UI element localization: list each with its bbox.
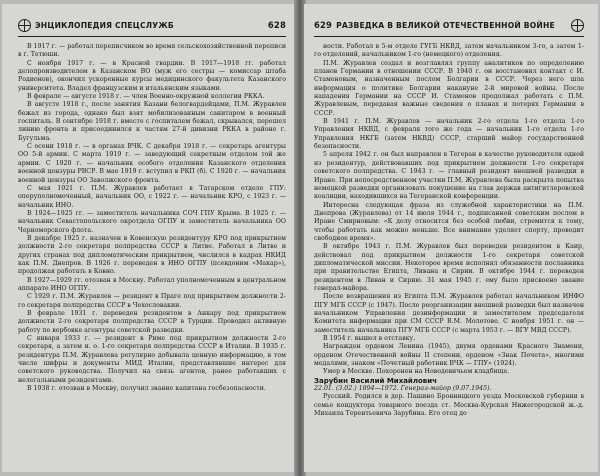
left-page bbox=[2, 4, 296, 472]
paragraph: После возвращения из Египта П.М. Журавлев работал начальником ИНФО ПГУ МГБ СССР (с 1947). После реорганизации внешней разведки был назначен начальником Управления дезинформации и заместителем председателя Комитета информации при СМ СССР В.М. Молотове. С ноября 1951 г. он — заместитель начальника ПГУ МГБ СССР (с марта 1953 г. — ВГУ МВД СССР). bbox=[314, 293, 584, 334]
paragraph: В 1924—1925 гг. — заместитель начальника СОЧ ГПУ Крыма. В 1925 г. — начальник Севастопольского окротдела ОГПУ и заместитель начальника ОО Черноморского флота. bbox=[18, 209, 286, 234]
left-page-header bbox=[18, 14, 286, 37]
entry-title: Зарубин Василий Михайлович bbox=[314, 376, 437, 385]
paragraph: ности. Работал в 5-м отделе ГУГБ НКВД, затем начальником 3-го, а затем 1-го отделений, начальником 1-го (немецкого) отделения. bbox=[314, 43, 584, 59]
paragraph: В 1927—1929 гг. отозван в Москву. Работал уполномоченным в центральном аппарате ИНО ОГПУ. bbox=[18, 276, 286, 292]
left-page-number: 628 bbox=[267, 20, 286, 30]
globe-icon bbox=[571, 19, 584, 32]
entry-text: Русский. Родился в дер. Пашино Бронницкого уезда Московской губернии в семье кондуктора товарного поезда ст. Москва-Курская Нижегородской ж.-д. Михаила Терентьевича Зарубина. Его отец до bbox=[314, 393, 584, 418]
paragraph: В августе 1918 г., после занятия Казани белогвардейцами, П.М. Журавлев бежал из города, однако был взят мобилизованным санитаром в военный госпиталь. В сентябре 1918 г. вместе с госпиталем бежал, скрывался, перешел линию фронта и присоединился к частям 27-й дивизии РККА в районе г. Бугульма. bbox=[18, 101, 286, 142]
paragraph: В октябре 1943 г. П.М. Журавлев был переведен резидентом в Каир, действовал под прикрытием должности 1-го секретаря советской дипломатической миссии. Некоторое время исполнял обязанности посланника при правительстве Египта, Ливана и Сирии. В октябре 1944 г. переведен резидентом в Ливан и Сирию. 31 мая 1945 г. ему было присвоено звание генерал-майора. bbox=[314, 243, 584, 292]
paragraph: Интересна следующая фраза из служебной характеристики на П.М. Днепрова (Журавлева) от 14 июля 1944 г., подписанной советским послом в Иране Смирновым: «К делу относится без особой любви, стремится к тому, чтобы работать как можно меньше. Все внимание уделяет спорту, проводит свободное время». bbox=[314, 201, 584, 242]
globe-icon bbox=[18, 19, 31, 32]
paragraph: С мая 1921 г. П.М. Журавлев работает в Татарском отделе ГПУ: оперуполномоченный, начальник ОО, с 1922 г. — начальник КРО, с 1923 г. — начальник ИНО. bbox=[18, 184, 286, 209]
right-page bbox=[304, 4, 598, 472]
paragraph: Умер в Москве. Похоронен на Новодевичьем кладбище. bbox=[323, 368, 510, 376]
paragraph: 5 апреля 1942 г. он был направлен в Тегеран в качестве руководителя одной из резидентур, действовавших под прикрытием должности 1-го секретаря советского полпредства. С 1943 г. — главный резидент внешней разведки в Иране. При непосредственном участии П.М. Журавлева была раскрыта попытка немецкой разведки организовать покушение на глав держав антигитлеровской коалиции, находившихся на Тегеранской конференции. bbox=[314, 151, 584, 201]
paragraph: В декабре 1925 г. назначен в Ковенскую резидентуру КРО под прикрытием должности 2-го секретаря полпредства СССР в Литве. Работал в Литве и других странах под дипломатическим прикрытием, числился в кадрах НКИД как П.М. Днепров. В 1926 г. переведен в ИНО ОГПУ (псевдоним «Макар»), продолжая работать в Ковно. bbox=[18, 234, 286, 276]
right-page-header bbox=[314, 14, 584, 37]
paragraph: Награжден орденом Ленина (1945), двумя орденами Красного Знамени, орденом Отечественной войны II степени, орденом «Знак Почета», многими медалями, знаком «Почетный работник ВЧК — ГПУ» (1924). bbox=[314, 343, 584, 368]
paragraph: С января 1933 г. — резидент в Риме под прикрытием должности 2-го секретаря, а затем и. о. 1-го секретаря полпредства СССР в Италии. В 1935 г. резидентура П.М. Журавлева регулярно добывала ценную информацию, в том числе шифры и документы МИД Италии, представлявшие интерес для советского руководства. Получил на связь агентов, ранее работавших с нелегальными резидентами. bbox=[18, 335, 286, 384]
paragraph: В феврале 1931 г. переведен резидентом в Анкару под прикрытием должности 2-го секретаря полпредства СССР в Турции. Проводил активную работу по вербовке агентуры советской разведки. bbox=[18, 310, 286, 334]
right-header-title: РАЗВЕДКА В ВЕЛИКОЙ ОТЕЧЕСТВЕННОЙ ВОЙНЕ bbox=[336, 20, 555, 30]
left-page-text bbox=[18, 43, 286, 393]
paragraph: С осени 1918 г. — в органах ВЧК. С декабря 1918 г. — секретарь агентуры ОО 5-й армии. С марта 1919 г. — заведующий секретным отделом той же армии. С 1920 г. — начальник особого отделения Казанского отделения военной цензуры РВСР. В мае 1919 г. вступил в РКП (б). С 1920 г. — начальник военной цензуры ОО Заволжского фронта. bbox=[18, 143, 286, 184]
left-header-title: ЭНЦИКЛОПЕДИЯ СПЕЦСЛУЖБ bbox=[35, 20, 174, 30]
paragraph: С ноября 1917 г. — в Красной гвардии. В 1917—1918 гг. работал делопроизводителем в Казанском ВО (муж его сестры — комиссар штаба Родионов), окончил ускоренные курсы медицинского факультета Казанского университета. Владел французским и итальянским языками. bbox=[18, 59, 286, 92]
paragraph: П.М. Журавлев создал и возглавлял группу аналитиков по определению планов Германии в отношении СССР. В 1940 г. он восстановил контакт с И. Стаменовым, назначенным послом Болгарии в СССР. Через него шла информация о политике Болгарии накануне 2-й мировой войны. После нападения Германии на СССР И. Стаменов продолжал работать с П.М. Журавлевым, передавая важные сведения о планах и потерях Германии в СССР. bbox=[314, 59, 584, 117]
paragraph: С 1929 г. П.М. Журавлев — резидент в Праге под прикрытием должности 2-го секретаря полпредства СССР в Чехословакии. bbox=[18, 293, 286, 309]
paragraph: В 1941 г. П.М. Журавлев — начальник 2-го отдела 1-го отдела 1-го Управления НКВД, с февраля того же года — начальник 1-го отдела 1-го Управления НКГБ (затем НКВД) СССР, старший майор государственной безопасности. bbox=[314, 118, 584, 151]
paragraph: В 1954 г. вышел в отставку. bbox=[323, 335, 416, 343]
paragraph: В 1938 г. отозван в Москву, получил звание капитана госбезопасности. bbox=[27, 385, 266, 393]
right-page-text bbox=[314, 43, 584, 418]
paragraph: В феврале — августе 1918 г. — член Военно-окружной коллегии РККА. bbox=[27, 93, 265, 101]
entry-meta: 22.01. (3.02.) 1894—1972. Генерал-майор (9.07.1945). bbox=[314, 385, 492, 393]
paragraph: В 1917 г. — работал переписчиком во время сельскохозяйственной переписи в г. Тетюши. bbox=[18, 43, 286, 59]
right-page-number: 629 bbox=[314, 20, 333, 30]
